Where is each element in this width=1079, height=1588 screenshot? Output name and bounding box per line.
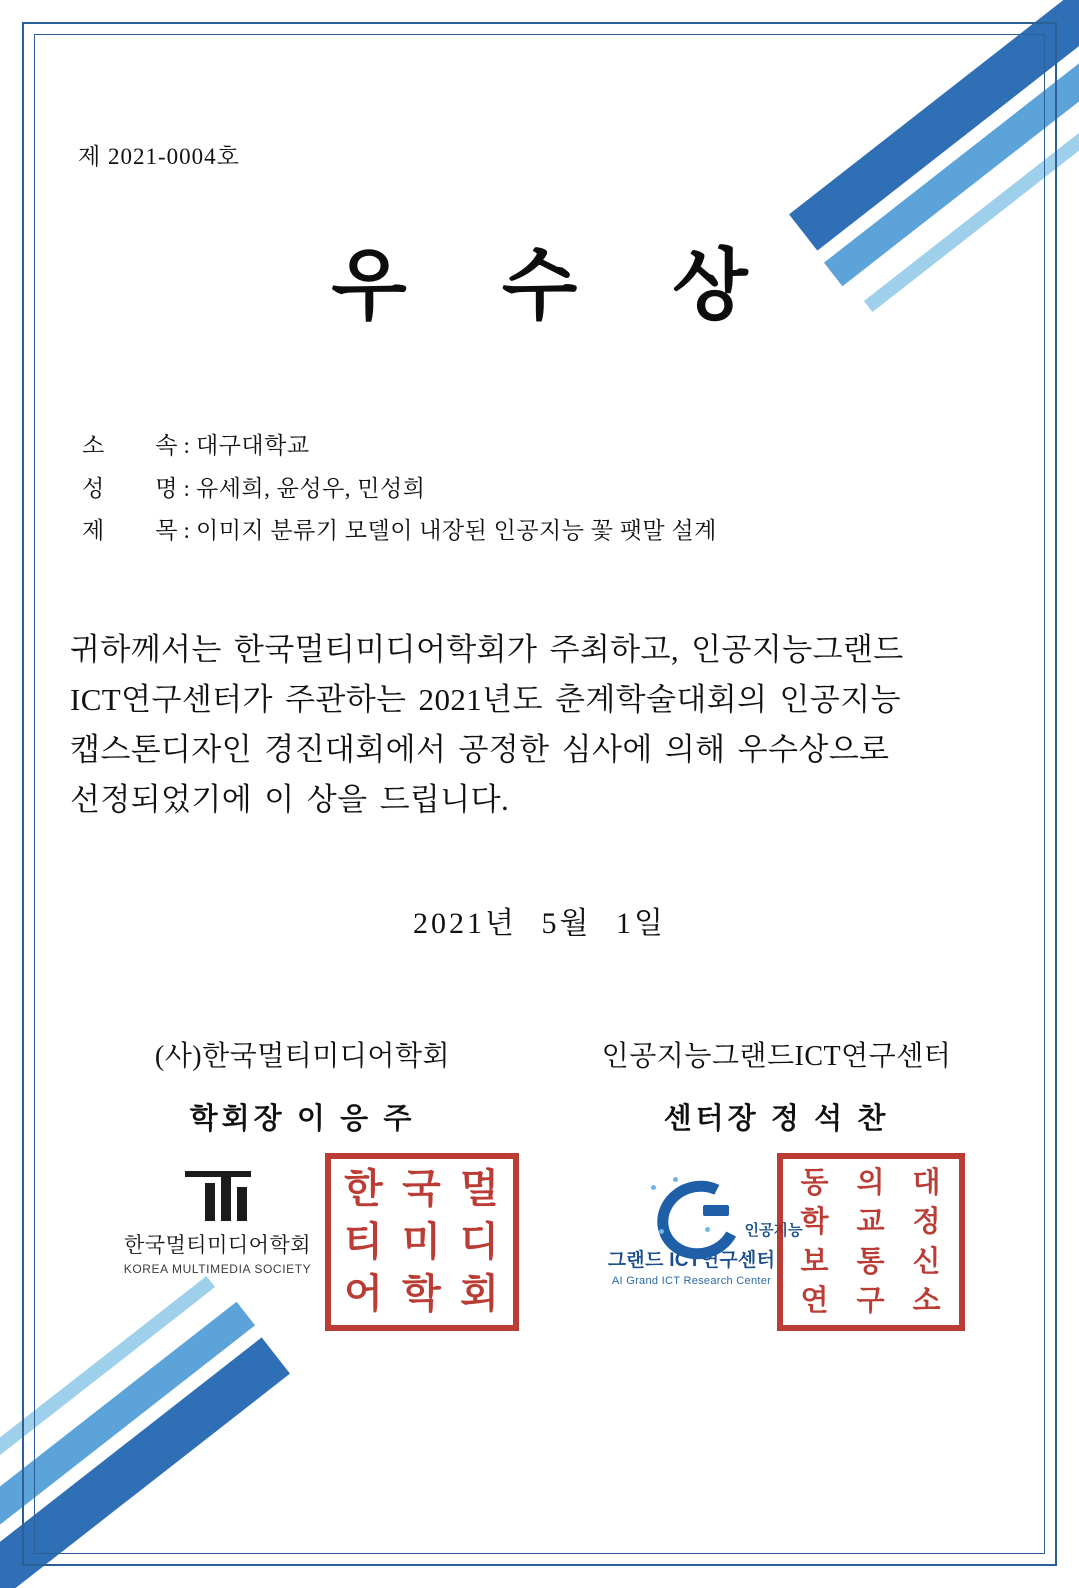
seal-char: 멀 — [460, 1165, 499, 1212]
organization-name-kmms: (사)한국멀티미디어학회 — [154, 1040, 451, 1072]
kmms-logo-en: KOREA MULTIMEDIA SOCIETY — [123, 1261, 312, 1276]
field-row-project-title — [82, 510, 1009, 553]
signature-block-kmms — [103, 1034, 503, 1323]
seal-char: 한 — [344, 1165, 383, 1212]
kmms-logo-kr: 한국멀티미디어학회 — [123, 1232, 312, 1257]
seal-char: 대 — [912, 1164, 941, 1199]
seal-char: 신 — [912, 1243, 941, 1278]
field-label-affiliation-a: 소 — [82, 433, 105, 458]
signature-block-aigrand — [577, 1034, 977, 1323]
organization-name-aigrand: 인공지능그랜드ICT연구센터 — [601, 1040, 952, 1072]
seal-char: 디 — [460, 1218, 499, 1265]
field-value-names: 유세희, 윤성우, 민성희 — [196, 475, 426, 501]
logo-row-aigrand — [577, 1153, 977, 1323]
seal-char: 구 — [856, 1283, 885, 1318]
seal-char: 의 — [856, 1164, 885, 1199]
official-seal-kmms — [325, 1153, 519, 1331]
seal-char: 티 — [344, 1218, 383, 1265]
aigrand-logo-sub: 인공지능 — [744, 1221, 803, 1239]
seal-char: 교 — [856, 1204, 885, 1239]
field-label-names-a: 성 — [82, 475, 105, 501]
official-seal-aigrand — [777, 1153, 965, 1331]
seal-char: 소 — [912, 1283, 941, 1318]
citation-line-2: ICT연구센터가 주관하는 2021년도 춘계학술대회의 인공지능 — [70, 681, 901, 717]
award-date: 2021년 5월 1일 — [413, 906, 666, 940]
seal-char: 미 — [402, 1218, 441, 1265]
kmms-emblem-icon — [185, 1175, 251, 1221]
field-colon-project: : — [183, 518, 191, 544]
seal-char: 회 — [460, 1271, 499, 1318]
seal-char: 어 — [344, 1271, 383, 1318]
field-label-project-b: 목 — [155, 518, 178, 544]
aigrand-g-icon — [649, 1179, 735, 1241]
field-colon-affiliation: : — [183, 433, 191, 458]
citation-body — [70, 625, 1009, 826]
seal-char: 동 — [800, 1164, 829, 1199]
aigrand-logo — [577, 1179, 807, 1287]
seal-char: 학 — [402, 1271, 441, 1318]
seal-char: 국 — [402, 1165, 441, 1212]
field-label-names-b: 명 — [155, 475, 178, 501]
seal-char: 연 — [800, 1283, 829, 1318]
aigrand-logo-kr: 그랜드 ICT연구센터 — [607, 1249, 776, 1271]
signatory-kmms: 학회장 이 응 주 — [189, 1102, 416, 1135]
certificate-content — [70, 60, 1009, 1528]
citation-line-1: 귀하께서는 한국멀티미디어학회가 주최하고, 인공지능그랜드 — [70, 631, 904, 667]
field-value-project-title: 이미지 분류기 모델이 내장된 인공지능 꽃 팻말 설계 — [196, 518, 717, 544]
field-value-affiliation: 대구대학교 — [196, 433, 310, 458]
logo-row-kmms — [103, 1153, 503, 1323]
citation-line-4: 선정되었기에 이 상을 드립니다. — [70, 782, 510, 818]
seal-char: 학 — [800, 1204, 829, 1239]
field-label-affiliation-b: 속 — [155, 433, 178, 458]
signatory-aigrand: 센터장 정 석 찬 — [663, 1102, 890, 1135]
serial-number: 제 2021-0004호 — [78, 144, 240, 169]
signature-section — [70, 1034, 1009, 1323]
seal-char: 통 — [856, 1243, 885, 1278]
seal-char: 정 — [912, 1204, 941, 1239]
field-row-affiliation — [82, 425, 1009, 468]
recipient-fields — [82, 425, 1009, 553]
award-title: 우 수 상 — [331, 240, 782, 331]
citation-line-3: 캡스톤디자인 경진대회에서 공정한 심사에 의해 우수상으로 — [70, 732, 890, 768]
field-colon-names: : — [183, 475, 191, 501]
seal-char: 보 — [800, 1243, 829, 1278]
field-row-names — [82, 468, 1009, 511]
field-label-project-a: 제 — [82, 518, 105, 544]
aigrand-logo-en: AI Grand ICT Research Center — [611, 1274, 772, 1287]
kmms-logo — [113, 1175, 323, 1276]
